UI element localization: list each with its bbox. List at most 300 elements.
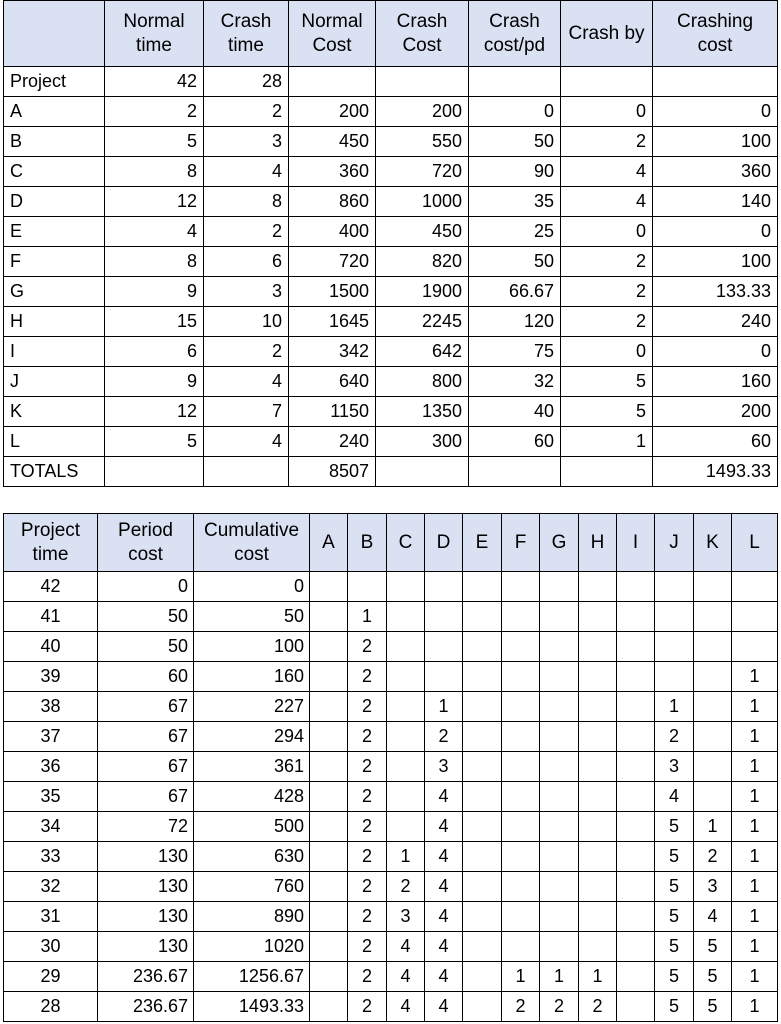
activity-crash-cell — [310, 692, 348, 722]
cost-cell: 1020 — [194, 932, 310, 962]
activity-crash-cell: 2 — [348, 932, 387, 962]
activity-crash-cell: 1 — [732, 752, 778, 782]
summary-cell: 200 — [376, 97, 469, 127]
project-time-cell: 39 — [4, 662, 98, 692]
schedule-row — [4, 752, 778, 782]
activity-crash-cell — [502, 812, 540, 842]
activity-crash-cell — [694, 692, 732, 722]
summary-cell: 450 — [289, 127, 376, 157]
schedule-column-header: J — [655, 514, 694, 572]
activity-crash-cell: 2 — [348, 992, 387, 1022]
activity-crash-cell — [694, 752, 732, 782]
summary-cell: 0 — [653, 337, 778, 367]
activity-crash-cell: 4 — [425, 782, 463, 812]
activity-crash-cell: 2 — [348, 752, 387, 782]
activity-crash-cell — [310, 932, 348, 962]
activity-crash-cell: 1 — [732, 662, 778, 692]
activity-crash-cell — [463, 992, 502, 1022]
summary-cell: 32 — [469, 367, 561, 397]
summary-cell: 140 — [653, 187, 778, 217]
activity-crash-cell: 2 — [348, 722, 387, 752]
summary-cell: 0 — [561, 217, 653, 247]
summary-cell: 342 — [289, 337, 376, 367]
activity-crash-cell — [617, 902, 655, 932]
summary-cell: 1350 — [376, 397, 469, 427]
summary-cell: 3 — [204, 277, 289, 307]
activity-crash-cell — [387, 752, 425, 782]
summary-cell: 42 — [105, 67, 204, 97]
summary-cell: 1150 — [289, 397, 376, 427]
activity-crash-cell: 2 — [348, 872, 387, 902]
schedule-column-header: K — [694, 514, 732, 572]
summary-cell: 820 — [376, 247, 469, 277]
activity-crash-cell — [540, 722, 579, 752]
activity-crash-cell — [694, 782, 732, 812]
summary-cell: 8 — [105, 247, 204, 277]
activity-crash-cell — [310, 722, 348, 752]
activity-crash-cell — [655, 602, 694, 632]
activity-crash-cell: 3 — [387, 902, 425, 932]
cost-cell: 130 — [98, 872, 194, 902]
schedule-column-header: B — [348, 514, 387, 572]
cost-cell: 50 — [98, 602, 194, 632]
activity-crash-cell — [579, 782, 617, 812]
project-time-cell: 36 — [4, 752, 98, 782]
activity-crash-cell: 1 — [732, 992, 778, 1022]
project-time-cell: 31 — [4, 902, 98, 932]
activity-crash-cell — [310, 632, 348, 662]
activity-crash-cell — [310, 992, 348, 1022]
activity-crash-cell — [540, 572, 579, 602]
activity-crash-cell — [732, 572, 778, 602]
activity-crash-cell — [502, 782, 540, 812]
activity-crash-cell: 2 — [348, 662, 387, 692]
activity-crash-cell — [540, 662, 579, 692]
summary-cell — [105, 457, 204, 487]
summary-row-label: F — [4, 247, 105, 277]
activity-crash-cell — [617, 932, 655, 962]
summary-cell: 8 — [105, 157, 204, 187]
activity-crash-cell — [463, 872, 502, 902]
activity-crash-cell: 4 — [655, 782, 694, 812]
cost-cell: 294 — [194, 722, 310, 752]
cost-cell: 1256.67 — [194, 962, 310, 992]
summary-cell: 4 — [105, 217, 204, 247]
activity-crash-cell: 1 — [425, 692, 463, 722]
summary-cell: 9 — [105, 277, 204, 307]
schedule-column-header: C — [387, 514, 425, 572]
activity-crash-cell — [617, 662, 655, 692]
cost-cell: 160 — [194, 662, 310, 692]
summary-cell: 360 — [653, 157, 778, 187]
cost-cell: 130 — [98, 842, 194, 872]
activity-crash-cell: 2 — [425, 722, 463, 752]
activity-crash-cell — [540, 602, 579, 632]
schedule-row — [4, 842, 778, 872]
activity-crash-cell — [387, 692, 425, 722]
activity-crash-cell — [579, 812, 617, 842]
summary-cell: 200 — [653, 397, 778, 427]
activity-crash-cell — [463, 662, 502, 692]
summary-cell: 4 — [561, 187, 653, 217]
schedule-row — [4, 932, 778, 962]
summary-cell: 15 — [105, 307, 204, 337]
activity-crash-cell — [310, 902, 348, 932]
activity-crash-cell: 4 — [387, 932, 425, 962]
activity-crash-cell: 5 — [694, 932, 732, 962]
summary-row-label: A — [4, 97, 105, 127]
summary-cell: 6 — [204, 247, 289, 277]
activity-crash-cell: 1 — [540, 962, 579, 992]
cost-cell: 50 — [98, 632, 194, 662]
summary-row — [4, 127, 778, 157]
summary-column-header: Crash by — [561, 1, 653, 67]
activity-crash-cell: 2 — [348, 842, 387, 872]
summary-row — [4, 337, 778, 367]
schedule-row — [4, 662, 778, 692]
summary-cell: 35 — [469, 187, 561, 217]
activity-crash-cell — [310, 782, 348, 812]
activity-crash-cell — [310, 602, 348, 632]
activity-crash-cell — [310, 812, 348, 842]
summary-cell: 300 — [376, 427, 469, 457]
activity-crash-cell: 1 — [732, 782, 778, 812]
activity-crash-cell: 1 — [732, 902, 778, 932]
activity-crash-cell: 1 — [732, 842, 778, 872]
activity-crash-cell: 5 — [655, 812, 694, 842]
activity-crash-cell: 2 — [348, 692, 387, 722]
summary-cell: 0 — [469, 97, 561, 127]
project-time-cell: 33 — [4, 842, 98, 872]
summary-cell: 8507 — [289, 457, 376, 487]
activity-crash-cell — [694, 662, 732, 692]
schedule-header-row — [4, 514, 778, 572]
cost-cell: 0 — [98, 572, 194, 602]
summary-column-header: Normal time — [105, 1, 204, 67]
activity-crash-cell — [540, 812, 579, 842]
summary-cell: 550 — [376, 127, 469, 157]
cost-cell: 130 — [98, 932, 194, 962]
activity-crash-cell — [540, 782, 579, 812]
activity-crash-cell — [617, 842, 655, 872]
summary-row — [4, 97, 778, 127]
activity-crash-cell — [425, 572, 463, 602]
activity-crash-cell: 4 — [425, 902, 463, 932]
summary-cell: 5 — [561, 367, 653, 397]
summary-row-label: D — [4, 187, 105, 217]
summary-row — [4, 217, 778, 247]
summary-row — [4, 187, 778, 217]
activity-crash-cell: 1 — [348, 602, 387, 632]
activity-crash-cell — [617, 572, 655, 602]
summary-cell: 12 — [105, 397, 204, 427]
activity-crash-cell — [463, 812, 502, 842]
summary-cell: 2 — [204, 337, 289, 367]
summary-row-label: Project — [4, 67, 105, 97]
activity-crash-cell: 5 — [655, 902, 694, 932]
summary-cell: 2 — [561, 247, 653, 277]
activity-crash-cell: 2 — [579, 992, 617, 1022]
activity-crash-cell: 3 — [655, 752, 694, 782]
summary-row-label: C — [4, 157, 105, 187]
summary-cell: 0 — [561, 337, 653, 367]
activity-crash-cell — [617, 692, 655, 722]
summary-cell: 120 — [469, 307, 561, 337]
cost-cell: 100 — [194, 632, 310, 662]
activity-crash-cell — [579, 872, 617, 902]
cost-cell: 72 — [98, 812, 194, 842]
summary-cell: 4 — [204, 427, 289, 457]
activity-crash-cell — [425, 632, 463, 662]
activity-crash-cell: 1 — [387, 842, 425, 872]
summary-row — [4, 277, 778, 307]
schedule-column-header: Project time — [4, 514, 98, 572]
summary-cell: 1645 — [289, 307, 376, 337]
cost-cell: 60 — [98, 662, 194, 692]
activity-crash-cell — [387, 632, 425, 662]
summary-cell: 2 — [561, 307, 653, 337]
activity-crash-cell: 2 — [387, 872, 425, 902]
summary-cell: 5 — [105, 427, 204, 457]
cost-cell: 67 — [98, 692, 194, 722]
activity-crash-cell — [310, 662, 348, 692]
activity-crash-cell — [425, 662, 463, 692]
summary-cell: 90 — [469, 157, 561, 187]
activity-crash-cell: 4 — [387, 992, 425, 1022]
activity-crash-cell — [617, 992, 655, 1022]
activity-crash-cell — [387, 572, 425, 602]
activity-crash-cell — [617, 632, 655, 662]
activity-crash-cell — [732, 632, 778, 662]
activity-crash-cell: 4 — [425, 842, 463, 872]
activity-crash-cell — [463, 962, 502, 992]
activity-crash-cell — [463, 752, 502, 782]
summary-cell: 2 — [561, 127, 653, 157]
activity-crash-cell: 1 — [579, 962, 617, 992]
activity-crash-cell — [540, 932, 579, 962]
summary-cell: 40 — [469, 397, 561, 427]
summary-cell: 160 — [653, 367, 778, 397]
project-time-cell: 34 — [4, 812, 98, 842]
schedule-column-header: L — [732, 514, 778, 572]
summary-row-label: L — [4, 427, 105, 457]
activity-crash-cell — [463, 932, 502, 962]
summary-cell: 5 — [105, 127, 204, 157]
activity-crash-cell — [617, 782, 655, 812]
schedule-row — [4, 872, 778, 902]
activity-crash-cell: 1 — [732, 812, 778, 842]
summary-cell: 8 — [204, 187, 289, 217]
activity-crash-cell — [463, 632, 502, 662]
summary-column-header: Crash Cost — [376, 1, 469, 67]
schedule-row — [4, 902, 778, 932]
summary-cell: 9 — [105, 367, 204, 397]
cost-cell: 67 — [98, 782, 194, 812]
activity-crash-cell — [579, 602, 617, 632]
activity-crash-cell — [310, 962, 348, 992]
activity-crash-cell: 5 — [655, 992, 694, 1022]
activity-crash-cell — [387, 812, 425, 842]
summary-cell: 100 — [653, 247, 778, 277]
summary-cell: 860 — [289, 187, 376, 217]
summary-cell: 2245 — [376, 307, 469, 337]
activity-crash-cell — [694, 572, 732, 602]
summary-cell: 4 — [204, 157, 289, 187]
activity-crash-cell — [502, 632, 540, 662]
activity-crash-cell: 4 — [425, 932, 463, 962]
schedule-column-header: Period cost — [98, 514, 194, 572]
activity-crash-cell — [617, 872, 655, 902]
summary-cell: 0 — [653, 217, 778, 247]
summary-row — [4, 367, 778, 397]
cost-cell: 500 — [194, 812, 310, 842]
activity-crash-cell: 1 — [732, 962, 778, 992]
summary-cell: 360 — [289, 157, 376, 187]
activity-crash-cell — [502, 722, 540, 752]
activity-crash-cell — [463, 902, 502, 932]
summary-cell: 240 — [289, 427, 376, 457]
activity-crash-cell — [579, 722, 617, 752]
schedule-column-header: D — [425, 514, 463, 572]
activity-crash-cell: 1 — [502, 962, 540, 992]
activity-crash-cell — [540, 752, 579, 782]
project-time-cell: 41 — [4, 602, 98, 632]
activity-crash-cell — [502, 692, 540, 722]
summary-cell: 800 — [376, 367, 469, 397]
activity-crash-cell — [694, 602, 732, 632]
summary-cell: 1 — [561, 427, 653, 457]
activity-crash-cell — [463, 602, 502, 632]
activity-crash-cell: 2 — [655, 722, 694, 752]
summary-column-header: Normal Cost — [289, 1, 376, 67]
cost-cell: 428 — [194, 782, 310, 812]
summary-cell: 0 — [653, 97, 778, 127]
summary-cell — [469, 67, 561, 97]
activity-crash-cell — [463, 572, 502, 602]
summary-cell: 3 — [204, 127, 289, 157]
summary-cell: 2 — [561, 277, 653, 307]
activity-crash-cell: 3 — [694, 872, 732, 902]
activity-crash-cell: 5 — [655, 872, 694, 902]
project-time-cell: 28 — [4, 992, 98, 1022]
cost-cell: 227 — [194, 692, 310, 722]
activity-crash-cell — [310, 572, 348, 602]
activity-crash-cell: 5 — [655, 962, 694, 992]
activity-crash-cell: 1 — [655, 692, 694, 722]
schedule-row — [4, 632, 778, 662]
activity-crash-cell: 2 — [502, 992, 540, 1022]
schedule-row — [4, 992, 778, 1022]
summary-cell: 60 — [469, 427, 561, 457]
activity-crash-cell: 5 — [655, 932, 694, 962]
activity-crash-cell — [502, 902, 540, 932]
activity-crash-cell — [617, 812, 655, 842]
summary-cell: 60 — [653, 427, 778, 457]
summary-row — [4, 427, 778, 457]
summary-column-header: Crash cost/pd — [469, 1, 561, 67]
activity-crash-cell: 2 — [348, 962, 387, 992]
summary-cell: 450 — [376, 217, 469, 247]
activity-crash-cell — [579, 632, 617, 662]
crash-summary-table — [3, 0, 778, 487]
summary-cell — [653, 67, 778, 97]
project-time-cell: 37 — [4, 722, 98, 752]
summary-cell — [561, 457, 653, 487]
activity-crash-cell: 2 — [694, 842, 732, 872]
summary-cell — [469, 457, 561, 487]
activity-crash-cell — [579, 902, 617, 932]
schedule-column-header: A — [310, 514, 348, 572]
summary-cell: 1900 — [376, 277, 469, 307]
activity-crash-cell — [463, 842, 502, 872]
project-time-cell: 35 — [4, 782, 98, 812]
activity-crash-cell: 4 — [387, 962, 425, 992]
activity-crash-cell: 4 — [425, 812, 463, 842]
summary-cell: 4 — [561, 157, 653, 187]
activity-crash-cell — [579, 662, 617, 692]
activity-crash-cell — [463, 722, 502, 752]
summary-cell: 10 — [204, 307, 289, 337]
summary-cell: 400 — [289, 217, 376, 247]
summary-cell: 2 — [105, 97, 204, 127]
summary-cell: 2 — [204, 217, 289, 247]
summary-row — [4, 247, 778, 277]
activity-crash-cell — [463, 692, 502, 722]
activity-crash-cell — [463, 782, 502, 812]
summary-row — [4, 157, 778, 187]
summary-cell: 7 — [204, 397, 289, 427]
summary-cell: 1493.33 — [653, 457, 778, 487]
activity-crash-cell — [617, 602, 655, 632]
activity-crash-cell — [579, 572, 617, 602]
schedule-row — [4, 812, 778, 842]
cost-cell: 0 — [194, 572, 310, 602]
summary-row — [4, 307, 778, 337]
cost-cell: 361 — [194, 752, 310, 782]
activity-crash-cell — [579, 752, 617, 782]
project-time-cell: 30 — [4, 932, 98, 962]
schedule-column-header: E — [463, 514, 502, 572]
activity-crash-cell — [502, 572, 540, 602]
cost-cell: 630 — [194, 842, 310, 872]
summary-cell: 28 — [204, 67, 289, 97]
activity-crash-cell: 2 — [348, 632, 387, 662]
summary-cell: 642 — [376, 337, 469, 367]
summary-cell: 0 — [561, 97, 653, 127]
activity-crash-cell — [732, 602, 778, 632]
activity-crash-cell: 1 — [732, 722, 778, 752]
activity-crash-cell: 1 — [732, 692, 778, 722]
summary-cell: 240 — [653, 307, 778, 337]
activity-crash-cell: 3 — [425, 752, 463, 782]
project-time-cell: 32 — [4, 872, 98, 902]
activity-crash-cell — [540, 902, 579, 932]
crash-schedule-table — [3, 513, 778, 1022]
summary-cell: 2 — [204, 97, 289, 127]
activity-crash-cell — [502, 752, 540, 782]
activity-crash-cell: 1 — [732, 872, 778, 902]
activity-crash-cell — [694, 632, 732, 662]
summary-row-label: B — [4, 127, 105, 157]
activity-crash-cell — [502, 662, 540, 692]
activity-crash-cell: 2 — [348, 902, 387, 932]
summary-cell — [204, 457, 289, 487]
summary-cell: 75 — [469, 337, 561, 367]
summary-header-row — [4, 1, 778, 67]
activity-crash-cell — [502, 842, 540, 872]
activity-crash-cell: 4 — [425, 872, 463, 902]
summary-row-label: H — [4, 307, 105, 337]
